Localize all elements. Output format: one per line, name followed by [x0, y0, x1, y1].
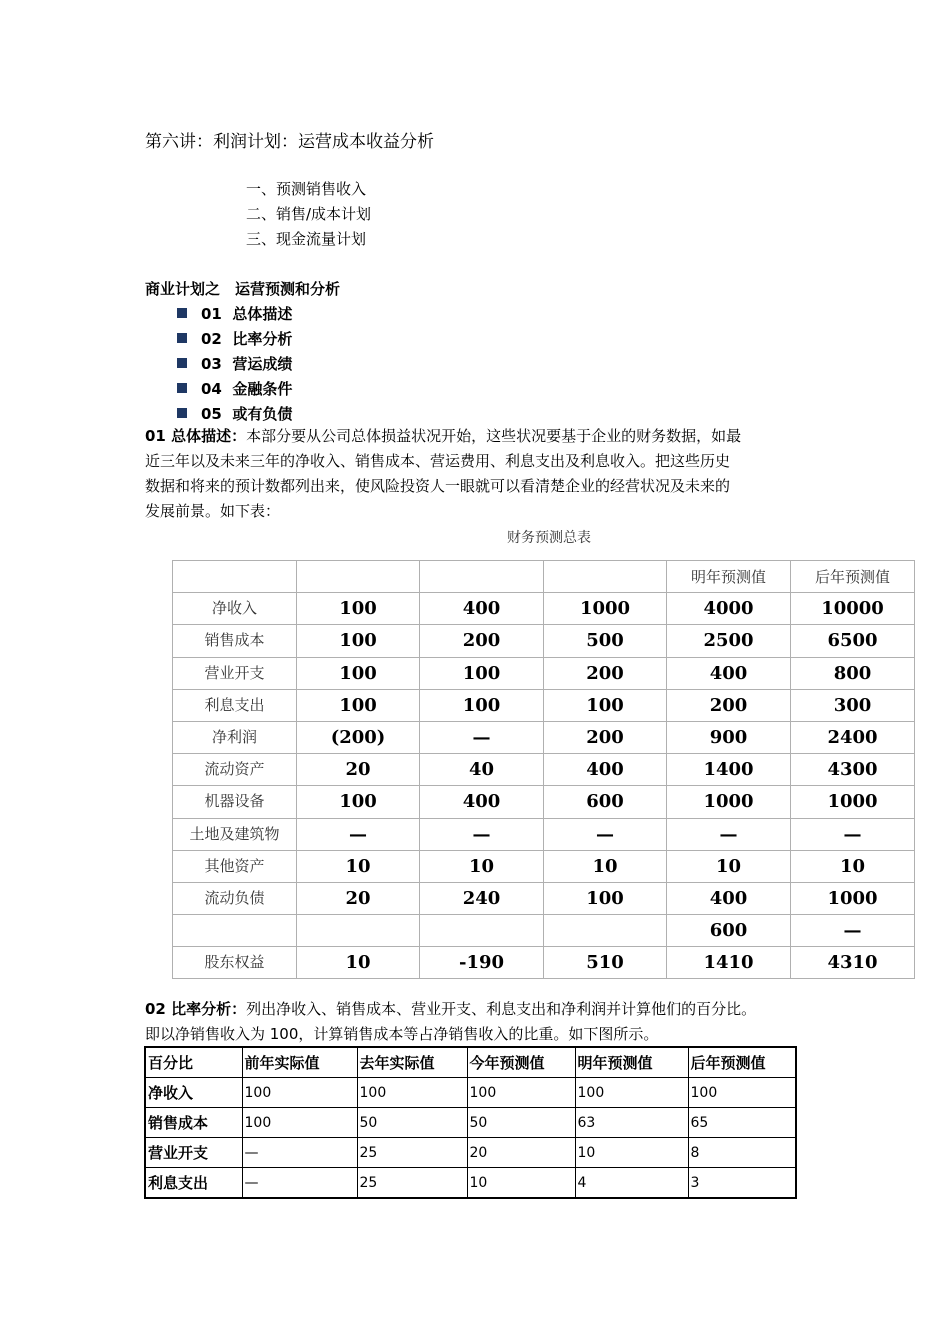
square-bullet-icon	[177, 333, 187, 343]
value-cell: 20	[297, 754, 420, 786]
table-row	[173, 657, 915, 689]
table-row	[173, 947, 915, 979]
table-header-row	[173, 561, 915, 593]
value-cell: 400	[420, 593, 544, 625]
value-cell: —	[420, 721, 544, 753]
value-cell: 40	[420, 754, 544, 786]
table-row	[173, 786, 915, 818]
bullet-label: 01 总体描述	[201, 305, 293, 323]
value-cell: 1000	[667, 786, 791, 818]
bullet-label: 04 金融条件	[201, 380, 293, 398]
value-cell: 100	[420, 657, 544, 689]
value-cell: 10	[791, 850, 915, 882]
value-cell: 100	[688, 1078, 796, 1108]
value-cell: 4000	[667, 593, 791, 625]
paragraph-line: 数据和将来的预计数都列出来，使风险投资人一眼就可以看清楚企业的经营状况及未来的	[145, 477, 731, 495]
value-cell: —	[667, 818, 791, 850]
bullet-item	[177, 328, 292, 349]
row-label: 销售成本	[145, 1108, 242, 1138]
square-bullet-icon	[177, 383, 187, 393]
value-cell: 25	[357, 1138, 467, 1168]
value-cell: 10	[667, 850, 791, 882]
value-cell: 6500	[791, 625, 915, 657]
value-cell: -190	[420, 947, 544, 979]
value-cell: —	[297, 818, 420, 850]
value-cell: 1400	[667, 754, 791, 786]
square-bullet-icon	[177, 308, 187, 318]
header-cell: 后年预测值	[688, 1047, 796, 1078]
value-cell: 20	[297, 882, 420, 914]
value-cell: 100	[297, 625, 420, 657]
value-cell: 10	[544, 850, 667, 882]
value-cell: 800	[791, 657, 915, 689]
value-cell	[297, 915, 420, 947]
table-row	[145, 1168, 796, 1199]
value-cell: 1000	[544, 593, 667, 625]
row-label	[173, 915, 297, 947]
bullet-label: 05 或有负债	[201, 405, 293, 423]
table-header-row	[145, 1047, 796, 1078]
value-cell: 400	[667, 882, 791, 914]
value-cell: 300	[791, 689, 915, 721]
paragraph-line: 即以净销售收入为 100，计算销售成本等占净销售收入的比重。如下图所示。	[145, 1025, 659, 1043]
table-row	[145, 1108, 796, 1138]
value-cell: 50	[357, 1108, 467, 1138]
value-cell: 100	[297, 689, 420, 721]
value-cell: 200	[544, 657, 667, 689]
table-row	[173, 689, 915, 721]
header-cell	[173, 561, 297, 593]
paragraph-label: 02 比率分析：	[145, 1000, 247, 1018]
value-cell: (200)	[297, 721, 420, 753]
value-cell: 900	[667, 721, 791, 753]
value-cell: 10	[297, 850, 420, 882]
value-cell: —	[242, 1138, 357, 1168]
overview-paragraph	[145, 424, 825, 524]
header-cell: 去年实际值	[357, 1047, 467, 1078]
table-row	[173, 721, 915, 753]
paragraph-line: 近三年以及未来三年的净收入、销售成本、营运费用、利息支出及利息收入。把这些历史	[145, 452, 731, 470]
value-cell: 400	[544, 754, 667, 786]
value-cell: 200	[667, 689, 791, 721]
row-label: 利息支出	[173, 689, 297, 721]
ratio-analysis-table	[144, 1046, 797, 1199]
value-cell: —	[242, 1168, 357, 1199]
bullet-label: 02 比率分析	[201, 330, 293, 348]
bullet-item	[177, 403, 292, 424]
row-label: 土地及建筑物	[173, 818, 297, 850]
row-label: 机器设备	[173, 786, 297, 818]
value-cell: 1410	[667, 947, 791, 979]
row-label: 利息支出	[145, 1168, 242, 1199]
value-cell: 1000	[791, 882, 915, 914]
header-cell: 今年预测值	[467, 1047, 575, 1078]
value-cell: 240	[420, 882, 544, 914]
row-label: 营业开支	[173, 657, 297, 689]
square-bullet-icon	[177, 358, 187, 368]
toc-item: 一、预测销售收入	[246, 180, 367, 198]
table-row	[173, 754, 915, 786]
value-cell: 100	[544, 882, 667, 914]
value-cell	[420, 915, 544, 947]
header-cell: 后年预测值	[791, 561, 915, 593]
table-row	[173, 625, 915, 657]
row-label: 净收入	[145, 1078, 242, 1108]
value-cell: 10000	[791, 593, 915, 625]
value-cell: 2500	[667, 625, 791, 657]
value-cell: 100	[242, 1078, 357, 1108]
table-row	[145, 1078, 796, 1108]
header-cell	[544, 561, 667, 593]
page-title: 第六讲：利润计划：运营成本收益分析	[145, 132, 434, 152]
header-cell	[297, 561, 420, 593]
value-cell: 200	[544, 721, 667, 753]
value-cell: 63	[575, 1108, 688, 1138]
row-label: 流动资产	[173, 754, 297, 786]
table-row	[173, 593, 915, 625]
value-cell: —	[791, 818, 915, 850]
value-cell: 4310	[791, 947, 915, 979]
table-row	[173, 818, 915, 850]
value-cell: 400	[420, 786, 544, 818]
value-cell: 65	[688, 1108, 796, 1138]
value-cell: 20	[467, 1138, 575, 1168]
row-label: 销售成本	[173, 625, 297, 657]
toc-item: 二、销售/成本计划	[246, 205, 372, 223]
value-cell: 400	[667, 657, 791, 689]
value-cell: 10	[467, 1168, 575, 1199]
value-cell: 100	[544, 689, 667, 721]
table-row	[173, 915, 915, 947]
table-row	[145, 1138, 796, 1168]
value-cell: 100	[420, 689, 544, 721]
row-label: 股东权益	[173, 947, 297, 979]
header-cell: 明年预测值	[667, 561, 791, 593]
value-cell: —	[791, 915, 915, 947]
bullet-label: 03 营运成绩	[201, 355, 293, 373]
bullet-item	[177, 353, 292, 374]
value-cell: 100	[575, 1078, 688, 1108]
paragraph-label: 01 总体描述：	[145, 427, 247, 445]
square-bullet-icon	[177, 408, 187, 418]
header-cell: 百分比	[145, 1047, 242, 1078]
value-cell: 200	[420, 625, 544, 657]
header-cell: 前年实际值	[242, 1047, 357, 1078]
paragraph-line: 列出净收入、销售成本、营业开支、利息支出和净利润并计算他们的百分比。	[246, 1000, 757, 1018]
header-cell	[420, 561, 544, 593]
value-cell: 100	[357, 1078, 467, 1108]
value-cell: 510	[544, 947, 667, 979]
value-cell: 100	[297, 593, 420, 625]
value-cell: 10	[297, 947, 420, 979]
paragraph-line: 发展前景。如下表：	[145, 502, 281, 520]
paragraph-line: 本部分要从公司总体损益状况开始，这些状况要基于企业的财务数据，如最	[246, 427, 742, 445]
value-cell: —	[420, 818, 544, 850]
row-label: 流动负债	[173, 882, 297, 914]
table-row	[173, 850, 915, 882]
value-cell: 600	[544, 786, 667, 818]
value-cell: 3	[688, 1168, 796, 1199]
value-cell: 8	[688, 1138, 796, 1168]
section-heading: 商业计划之 运营预测和分析	[145, 280, 341, 298]
table-row	[173, 882, 915, 914]
value-cell: 10	[575, 1138, 688, 1168]
financial-forecast-table	[172, 560, 915, 979]
value-cell: 2400	[791, 721, 915, 753]
bullet-item	[177, 378, 292, 399]
value-cell: 500	[544, 625, 667, 657]
bullet-item	[177, 303, 292, 324]
row-label: 其他资产	[173, 850, 297, 882]
row-label: 净收入	[173, 593, 297, 625]
value-cell: 600	[667, 915, 791, 947]
value-cell: 50	[467, 1108, 575, 1138]
ratio-paragraph	[145, 997, 825, 1047]
table-caption: 财务预测总表	[507, 530, 591, 546]
value-cell: 1000	[791, 786, 915, 818]
value-cell: 10	[420, 850, 544, 882]
row-label: 营业开支	[145, 1138, 242, 1168]
toc-item: 三、现金流量计划	[246, 230, 367, 248]
value-cell: —	[544, 818, 667, 850]
row-label: 净利润	[173, 721, 297, 753]
value-cell: 100	[297, 657, 420, 689]
value-cell: 100	[242, 1108, 357, 1138]
value-cell: 4	[575, 1168, 688, 1199]
value-cell: 25	[357, 1168, 467, 1199]
value-cell: 100	[297, 786, 420, 818]
value-cell: 4300	[791, 754, 915, 786]
header-cell: 明年预测值	[575, 1047, 688, 1078]
value-cell	[544, 915, 667, 947]
value-cell: 100	[467, 1078, 575, 1108]
